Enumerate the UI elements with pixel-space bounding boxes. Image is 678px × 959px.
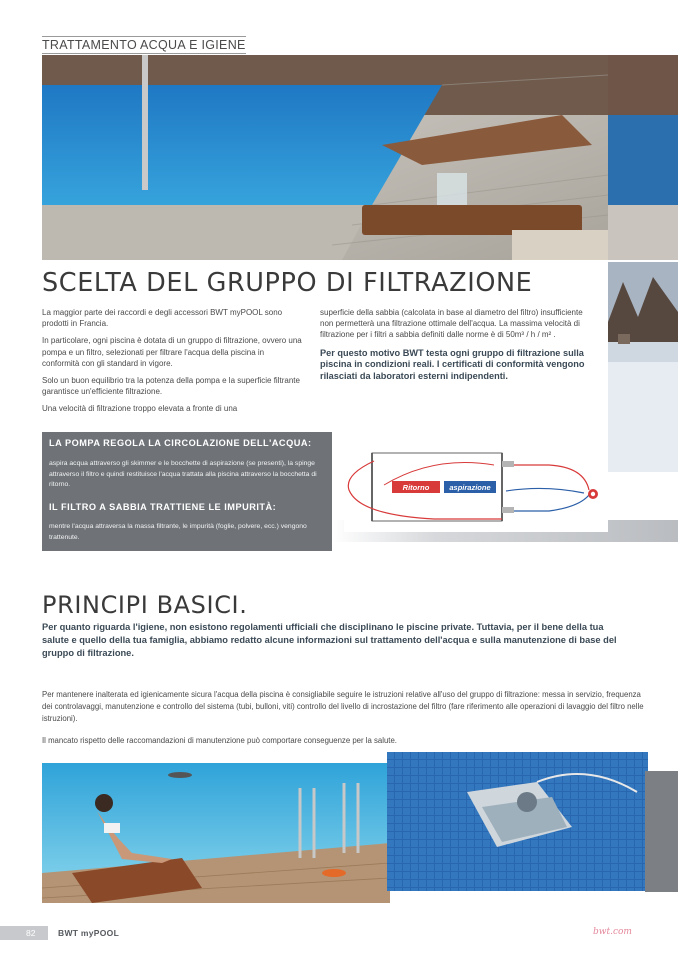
header-rule-bottom [42, 53, 246, 54]
left-paragraph-3: Solo un buon equilibrio tra la potenza della pompa e la superficie filtrante garantisce un'efficiente filtrazione. [42, 376, 300, 397]
brand-footer: BWT myPOOL [58, 928, 120, 938]
left-paragraph-1: La maggior parte dei raccordi e degli accessori BWT myPOOL sono prodotti in Francia. [42, 308, 283, 329]
left-paragraph-4: Una velocità di filtrazione troppo elevata a fronte di una [42, 404, 238, 414]
page-title: SCELTA DEL GRUPPO DI FILTRAZIONE [42, 268, 533, 298]
right-column [320, 307, 596, 392]
header-rule-top [42, 36, 246, 37]
filtration-diagram [344, 445, 608, 532]
info-heading-pump: LA POMPA REGOLA LA CIRCOLAZIONE DELL'ACQUA: [49, 438, 312, 448]
suction-label: aspirazione [449, 483, 491, 492]
left-column [42, 307, 302, 421]
left-paragraph-2: In particolare, ogni piscina è dotata di un gruppo di filtrazione, ovvero una pompa e un filtro, selezionati per filtrare l'acqua della piscina in conformità con gli standard in vigore. [42, 336, 302, 368]
pool-deck-photo [42, 55, 608, 260]
right-bold-paragraph: Per questo motivo BWT testa ogni gruppo di filtrazione sulla piscina in condizioni reali. I certificati di conformità vengono rilasciati da laboratori esterni indipendenti. [320, 347, 585, 381]
principi-paragraph-1: Per mantenere inalterata ed igienicamente sicura l'acqua della piscina è consigliabile seguire le istruzioni relative all'uso del gruppo di filtrazione: messa in servizio, frequenza dei controlavaggi, manutenzione e controllo del sistema (tubi, bulloni, viti) controllo del livello di incrostazione del filtro (fare riferimento alle operazioni di lavaggio del filtro nelle istruzioni). [42, 690, 644, 723]
page-number: 82 [26, 928, 36, 938]
principi-intro: Per quanto riguarda l'igiene, non esistono regolamenti ufficiali che disciplinano le piscine private. Tuttavia, per il bene della tua salute e quello della tua famiglia, abbiamo redatto alcune informazioni sul trattamento dell'acqua e sulla manutenzione di base del gruppo di filtrazione. [42, 622, 617, 659]
right-paragraph-1: superficie della sabbia (calcolata in base al diametro del filtro) insufficiente non permetterà una filtrazione ottimale dell'acqua. La massima velocità di filtrazione per i filtri a sabbia definiti dalle norme è di 50m³ / h / m² . [320, 308, 583, 340]
info-text-filter: mentre l'acqua attraversa la massa filtrante, le impurità (foglie, polvere, ecc.) vengono trattenute. [49, 523, 307, 541]
principi-paragraph-2: Il mancato rispetto delle raccomandazioni di manutenzione può comportare conseguenze per la salute. [42, 736, 397, 745]
section-label: TRATTAMENTO ACQUA E IGIENE [42, 38, 246, 52]
info-text-pump: aspira acqua attraverso gli skimmer e le bocchette di aspirazione (se presenti), la spinge attraverso il filtro e quindi restituisce l'acqua trattata alla piscina attraverso la bocchetta di ritorno. [49, 460, 317, 489]
info-heading-filter: IL FILTRO A SABBIA TRATTIENE LE IMPURITÀ: [49, 502, 277, 512]
pool-robot-photo [387, 752, 648, 891]
principi-title: PRINCIPI BASICI. [42, 591, 248, 619]
winter-lake-photo [608, 262, 678, 472]
side-photo-top [608, 55, 678, 260]
page-number-box [0, 926, 48, 940]
return-label: Ritorno [402, 483, 430, 492]
info-box [42, 432, 332, 551]
woman-pool-photo [42, 763, 390, 903]
decorative-dark-strip [645, 771, 678, 892]
site-link[interactable]: bwt.com [593, 927, 632, 937]
